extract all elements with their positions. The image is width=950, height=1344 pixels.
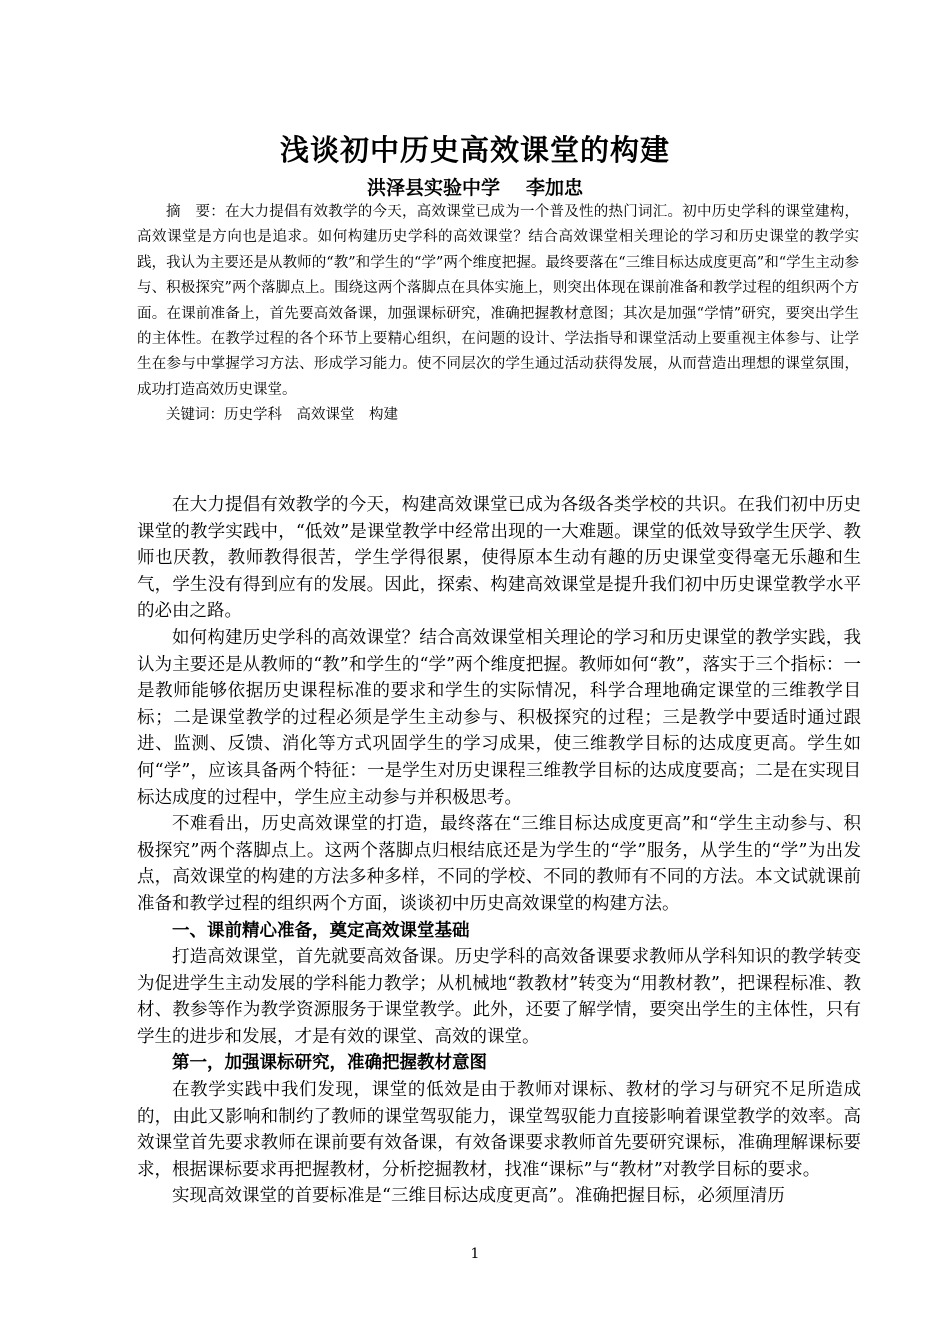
subsection-heading: 第一，加强课标研究，准确把握教材意图: [172, 1053, 487, 1074]
keywords: 关键词：历史学科 高效课堂 构建: [166, 407, 398, 424]
author-name: 李加忠: [526, 177, 584, 199]
document-title: 浅谈初中历史高效课堂的构建: [279, 133, 670, 167]
body-paragraph: 不难看出，历史高效课堂的打造，最终落在“三维目标达成度更高”和“学生主动参与、积极探究”两个落脚点上。这两个落脚点归根结底还是为学生的“学”服务，从学生的“学”为出发点，高效课堂的构建的方法多种多样，不同的学校、不同的教师有不同的方法。本文试就课前准备和教学过程的组织两个方面，谈谈初中历史高效课堂的构建方法。: [137, 814, 861, 914]
section-heading: 一、课前精心准备，奠定高效课堂基础: [172, 920, 470, 941]
page-number: 1: [470, 1246, 480, 1262]
abstract-text: 摘 要：在大力提倡有效教学的今天，高效课堂已成为一个普及性的热门词汇。初中历史学科的课堂建构，高效课堂是方向也是追求。如何构建历史学科的高效课堂？结合高效课堂相关理论的学习和历史课堂的教学实践，我认为主要还是从教师的“教”和学生的“学”两个维度把握。最终要落在“三维目标达成度更高”和“学生主动参与、积极探究”两个落脚点上。围绕这两个落脚点在具体实施上，则突出体现在课前准备和教学过程的组织两个方面。在课前准备上，首先要高效备课，加强课标研究，准确把握教材意图；其次是加强“学情”研究，要突出学生的主体性。在教学过程的各个环节上要精心组织，在问题的设计、学法指导和课堂活动上要重视主体参与、让学生在参与中掌握学习方法、形成学习能力。使不同层次的学生通过活动获得发展，从而营造出理想的课堂氛围，成功打造高效历史课堂。: [137, 204, 859, 398]
body-paragraph: 打造高效课堂，首先就要高效备课。历史学科的高效备课要求教师从学科知识的教学转变为促进学生主动发展的学科能力教学；从机械地“教教材”转变为“用教材教”，把课程标准、教材、教参等作为教学资源服务于课堂教学。此外，还要了解学情，要突出学生的主体性，只有学生的进步和发展，才是有效的课堂、高效的课堂。: [137, 947, 861, 1047]
author-line: [0, 173, 950, 203]
body-paragraph: 如何构建历史学科的高效课堂？结合高效课堂相关理论的学习和历史课堂的教学实践，我认为主要还是从教师的“教”和学生的“学”两个维度把握。教师如何“教”，落实于三个指标：一是教师能够依据历史课程标准的要求和学生的实际情况，科学合理地确定课堂的三维教学目标；二是课堂教学的过程必须是学生主动参与、积极探究的过程；三是教学中要适时通过跟进、监测、反馈、消化等方式巩固学生的学习成果，使三维教学目标的达成度更高。学生如何“学”，应该具备两个特征：一是学生对历史课程三维教学目标的达成度要高；二是在实现目标达成度的过程中，学生应主动参与并积极思考。: [137, 627, 861, 808]
body-paragraph: 实现高效课堂的首要标准是“三维目标达成度更高”。准确把握目标，必须厘清历: [172, 1186, 785, 1207]
school-name: 洪泽县实验中学: [366, 177, 500, 199]
body-text: [137, 492, 861, 1210]
body-paragraph: 在教学实践中我们发现，课堂的低效是由于教师对课标、教材的学习与研究不足所造成的，由此又影响和制约了教师的课堂驾驭能力，课堂驾驭能力直接影响着课堂教学的效率。高效课堂首先要求教师在课前要有效备课，有效备课要求教师首先要研究课标，准确理解课标要求，根据课标要求再把握教材，分析挖掘教材，找准“课标”与“教材”对教学目标的要求。: [137, 1080, 861, 1180]
abstract-section: [137, 200, 859, 429]
body-paragraph: 在大力提倡有效教学的今天，构建高效课堂已成为各级各类学校的共识。在我们初中历史课堂的教学实践中，“低效”是课堂教学中经常出现的一大难题。课堂的低效导致学生厌学、教师也厌教，教师教得很苦，学生学得很累，使得原本生动有趣的历史课堂变得毫无乐趣和生气，学生没有得到应有的发展。因此，探索、构建高效课堂是提升我们初中历史课堂教学水平的必由之路。: [137, 495, 861, 622]
